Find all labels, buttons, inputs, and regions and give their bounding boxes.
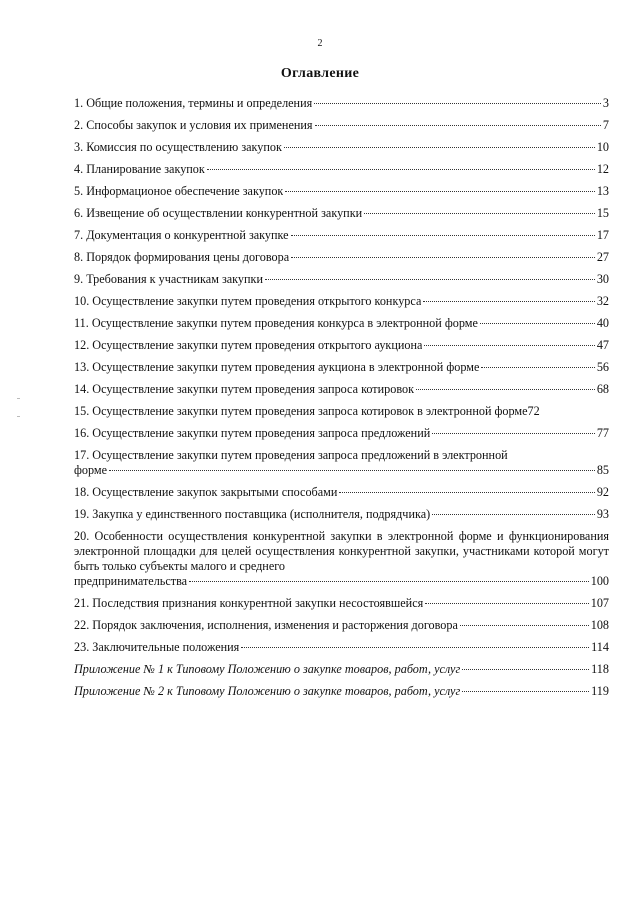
toc-entry[interactable]: 3. Комиссия по осуществлению закупок 10 xyxy=(74,140,609,154)
scan-margin-mark xyxy=(17,398,20,399)
toc-entry[interactable]: 10. Осуществление закупки путем проведения открытого конкурса 32 xyxy=(74,294,609,308)
toc-entry[interactable]: 20. Особенности осуществления конкурентной закупки в электронной форме и функционирования электронной площадки для целей осуществления конкурентной закупки, участниками которой могут быть только субъекты малого и среднего предпринимательства 100 xyxy=(74,529,609,588)
toc-entry[interactable]: 12. Осуществление закупки путем проведения открытого аукциона 47 xyxy=(74,338,609,352)
toc-entry-appendix[interactable]: Приложение № 2 к Типовому Положению о закупке товаров, работ, услуг 119 xyxy=(74,684,609,698)
toc-entry[interactable]: 5. Информационое обеспечение закупок 13 xyxy=(74,184,609,198)
page-number: 2 xyxy=(317,38,323,49)
toc-entry[interactable]: 21. Последствия признания конкурентной закупки несостоявшейся 107 xyxy=(74,596,609,610)
toc-entry[interactable]: 1. Общие положения, термины и определения 3 xyxy=(74,96,609,110)
toc-entry[interactable]: 13. Осуществление закупки путем проведения аукциона в электронной форме 56 xyxy=(74,360,609,374)
toc-entry[interactable]: 6. Извещение об осуществлении конкурентной закупки 15 xyxy=(74,206,609,220)
toc-entry[interactable]: 23. Заключительные положения 114 xyxy=(74,640,609,654)
toc-entry[interactable]: 11. Осуществление закупки путем проведения конкурса в электронной форме 40 xyxy=(74,316,609,330)
toc-entry[interactable]: 7. Документация о конкурентной закупке 17 xyxy=(74,228,609,242)
toc-entry[interactable]: 9. Требования к участникам закупки 30 xyxy=(74,272,609,286)
toc-entry[interactable]: 8. Порядок формирования цены договора 27 xyxy=(74,250,609,264)
toc-entry[interactable]: 22. Порядок заключения, исполнения, изменения и расторжения договора 108 xyxy=(74,618,609,632)
toc-entry[interactable]: 15. Осуществление закупки путем проведения запроса котировок в электронной форме 72 xyxy=(74,404,540,418)
toc-entry[interactable]: 14. Осуществление закупки путем проведения запроса котировок 68 xyxy=(74,382,609,396)
toc-entry[interactable]: 17. Осуществление закупки путем проведения запроса предложений в электронной форме 85 xyxy=(74,448,609,477)
toc-entry[interactable]: 18. Осуществление закупок закрытыми способами 92 xyxy=(74,485,609,499)
toc-entry[interactable]: 19. Закупка у единственного поставщика (исполнителя, подрядчика) 93 xyxy=(74,507,609,521)
table-of-contents xyxy=(74,96,609,699)
page-title: Оглавление xyxy=(280,66,360,81)
toc-entry-appendix[interactable]: Приложение № 1 к Типовому Положению о закупке товаров, работ, услуг 118 xyxy=(74,662,609,676)
toc-entry[interactable]: 16. Осуществление закупки путем проведения запроса предложений 77 xyxy=(74,426,609,440)
toc-entry[interactable]: 2. Способы закупок и условия их применения 7 xyxy=(74,118,609,132)
toc-entry[interactable]: 4. Планирование закупок 12 xyxy=(74,162,609,176)
scan-margin-mark xyxy=(17,416,20,417)
